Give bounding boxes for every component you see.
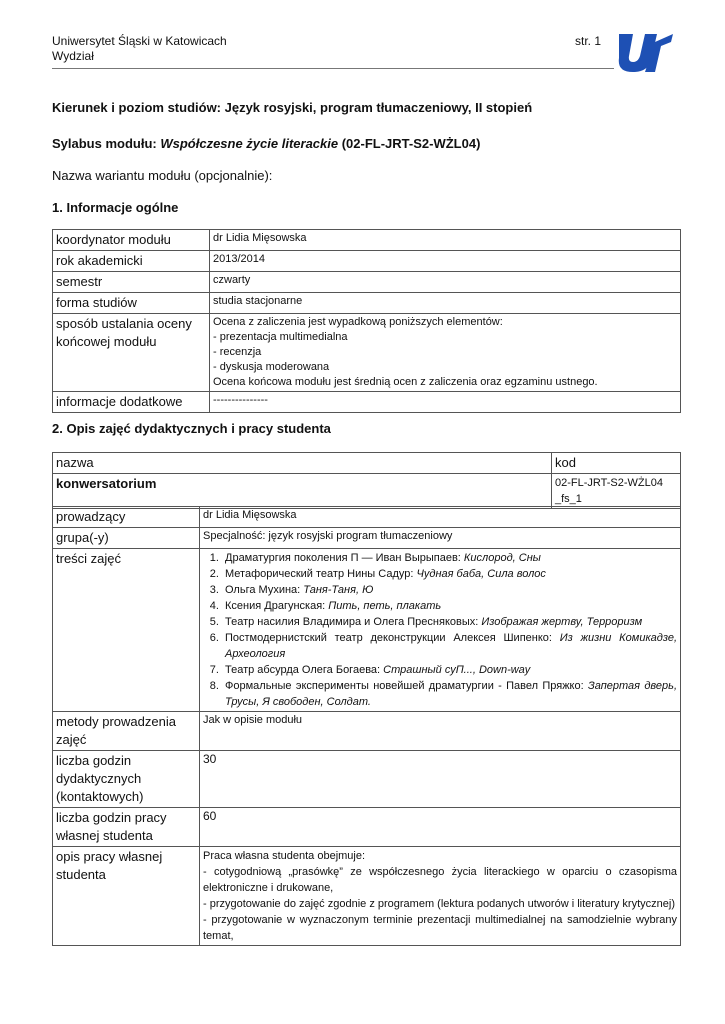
self-study-hours-value: 60	[200, 808, 681, 847]
item-text: Драматургия поколения П — Иван Вырыпаев:	[225, 552, 464, 564]
self-study-hours-label: liczba godzin pracy własnej studenta	[53, 808, 200, 847]
coordinator-label: koordynator modułu	[53, 230, 210, 251]
list-item	[222, 630, 677, 662]
grading-line: - recenzja	[213, 346, 262, 358]
table-row	[53, 528, 681, 549]
additional-info-label: informacje dodatkowe	[53, 392, 210, 413]
grading-line: Ocena końcowa modułu jest średnią ocen z zaliczenia oraz egzaminu ustnego.	[213, 376, 598, 388]
item-text: Метафорический театр Нины Садур:	[225, 568, 417, 580]
module-code: (02-FL-JRT-S2-WŻL04)	[338, 136, 481, 151]
item-works: Таня-Таня, Ю	[303, 584, 374, 596]
table-row	[53, 847, 681, 946]
page-number: str. 1	[575, 34, 602, 48]
class-name: konwersatorium	[53, 474, 552, 509]
study-form-value: studia stacjonarne	[210, 293, 681, 314]
item-text: Постмодернистский театр деконструкции Алексея Шипенко:	[225, 632, 560, 644]
name-column-header: nazwa	[53, 453, 552, 474]
module-name: Współczesne życie literackie	[160, 136, 339, 151]
list-item	[222, 598, 677, 614]
group-label: grupa(-y)	[53, 528, 200, 549]
section1-title: 1. Informacje ogólne	[52, 200, 179, 215]
contact-hours-value: 30	[200, 751, 681, 808]
class-header-table	[52, 452, 681, 509]
list-item	[222, 614, 677, 630]
grading-line: - prezentacja multimedialna	[213, 331, 348, 343]
university-logo	[613, 28, 677, 74]
academic-year-label: rok akademicki	[53, 251, 210, 272]
grading-line: Ocena z zaliczenia jest wypadkową poniższych elementów:	[213, 316, 503, 328]
coordinator-value: dr Lidia Mięsowska	[210, 230, 681, 251]
contact-hours-label: liczba godzin dydaktycznych (kontaktowych)	[53, 751, 200, 808]
table-row	[53, 230, 681, 251]
self-study-line: - przygotowanie do zajęć zgodnie z programem (lektura podanych utworów i literatury krytycznej)	[203, 898, 675, 910]
header-rule	[52, 68, 614, 69]
grading-line: - dyskusja moderowana	[213, 361, 330, 373]
item-text: Формальные эксперименты новейшей драматургии - Павел Пряжко:	[225, 680, 588, 692]
study-form-label: forma studiów	[53, 293, 210, 314]
grading-value	[210, 314, 681, 392]
item-text: Театр насилия Владимира и Олега Пресняковых:	[225, 616, 482, 628]
list-item	[222, 582, 677, 598]
faculty-name: Wydział	[52, 49, 94, 63]
table-row	[53, 272, 681, 293]
table-row	[53, 808, 681, 847]
list-item	[222, 550, 677, 566]
item-text: Ольга Мухина:	[225, 584, 304, 596]
list-item	[222, 566, 677, 582]
table-row	[53, 293, 681, 314]
table-row	[53, 712, 681, 751]
university-name: Uniwersytet Śląski w Katowicach	[52, 34, 227, 48]
semester-label: semestr	[53, 272, 210, 293]
item-works: Чудная баба, Сила волос	[416, 568, 546, 580]
self-study-line: - cotygodniową „prasówkę” ze współczesnego życia literackiego w oparciu o czasopisma elektroniczne i drukowane,	[203, 866, 677, 894]
list-item	[222, 678, 677, 710]
table-row	[53, 507, 681, 528]
class-code: 02-FL-JRT-S2-WŻL04 _fs_1	[552, 474, 681, 509]
self-study-label: opis pracy własnej studenta	[53, 847, 200, 946]
grading-label: sposób ustalania oceny końcowej modułu	[53, 314, 210, 392]
study-field-heading: Kierunek i poziom studiów: Język rosyjski, program tłumaczeniowy, II stopień	[52, 100, 533, 115]
section2-title: 2. Opis zajęć dydaktycznych i pracy studenta	[52, 421, 331, 436]
semester-value: czwarty	[210, 272, 681, 293]
table-row	[53, 392, 681, 413]
table-row	[53, 453, 681, 474]
header-institution	[52, 34, 227, 64]
code-column-header: kod	[552, 453, 681, 474]
academic-year-value: 2013/2014	[210, 251, 681, 272]
self-study-line: Praca własna studenta obejmuje:	[203, 850, 366, 862]
content-value	[200, 549, 681, 712]
instructor-label: prowadzący	[53, 507, 200, 528]
table-row	[53, 474, 681, 509]
methods-label: metody prowadzenia zajęć	[53, 712, 200, 751]
table-row	[53, 751, 681, 808]
syllabus-prefix: Sylabus modułu:	[52, 136, 161, 151]
table-row	[53, 251, 681, 272]
methods-value: Jak w opisie modułu	[200, 712, 681, 751]
instructor-value: dr Lidia Mięsowska	[200, 507, 681, 528]
content-label: treści zajęć	[53, 549, 200, 712]
item-text: Ксения Драгунская:	[225, 600, 329, 612]
item-text: Театр абсурда Олега Богаева:	[225, 664, 384, 676]
item-works: Изображая жертву, Терроризм	[481, 616, 643, 628]
item-works: Пить, петь, плакать	[328, 600, 442, 612]
item-works: Запертая дверь, Трусы, Я свободен, Солдат.	[225, 680, 677, 708]
table-row	[53, 314, 681, 392]
additional-info-value: ---------------	[210, 392, 681, 413]
table-row	[53, 549, 681, 712]
self-study-value	[200, 847, 681, 946]
class-details-table	[52, 506, 681, 946]
self-study-line: - przygotowanie w wyznaczonym terminie prezentacji multimedialnej na samodzielnie wybrany temat,	[203, 914, 677, 942]
variant-label: Nazwa wariantu modułu (opcjonalnie):	[52, 168, 273, 183]
general-info-table	[52, 229, 681, 413]
list-item	[222, 662, 677, 678]
item-works: Кислород, Сны	[463, 552, 541, 564]
item-works: Страшный суП..., Down-way	[383, 664, 531, 676]
group-value: Specjalność: język rosyjski program tłumaczeniowy	[200, 528, 681, 549]
content-list	[203, 550, 677, 710]
syllabus-heading	[52, 136, 480, 151]
item-works: Из жизни Комикадзе, Археология	[225, 632, 677, 660]
